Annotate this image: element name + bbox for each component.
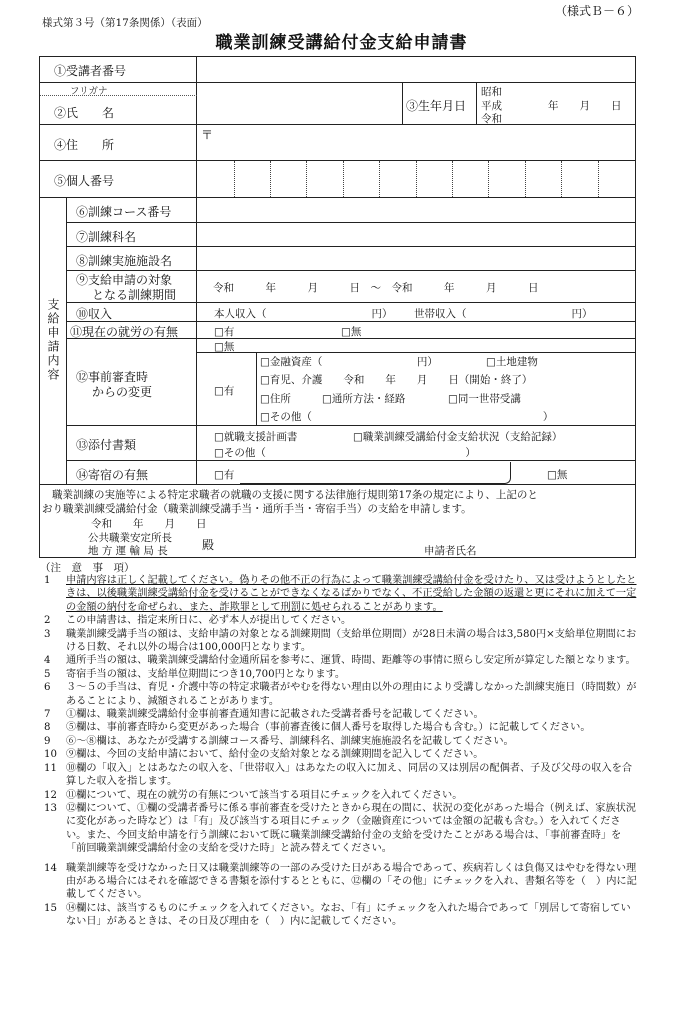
- employment-yes-checkbox[interactable]: □有: [214, 326, 235, 338]
- digit-divider: [270, 161, 271, 197]
- dormitory-detail-input[interactable]: [240, 462, 511, 484]
- course-number-input[interactable]: [196, 197, 636, 223]
- note-number: 11: [44, 762, 57, 774]
- note-text: ⑥～⑧欄は、あなたが受講する訓練コース番号、訓練科名、訓練実施施設名を記載してください。: [66, 735, 514, 747]
- note-number: 10: [44, 749, 57, 761]
- note-number: 5: [44, 668, 51, 680]
- note-text: ①欄は、職業訓練受講給付金事前審査通知書に記載された受講者番号を記載してください。: [66, 709, 484, 721]
- declaration-date[interactable]: 令和 年 月 日: [91, 518, 207, 530]
- label-income: ⑩収入: [76, 307, 113, 321]
- addressee-line2: 地 方 運 輸 局 長: [88, 545, 168, 557]
- digit-divider: [379, 161, 380, 197]
- dormitory-yes-checkbox[interactable]: □有: [214, 469, 235, 481]
- note-number: 7: [44, 709, 51, 721]
- dormitory-no-checkbox[interactable]: □無: [547, 469, 568, 481]
- label-period-a: ⑨支給申請の対象: [76, 273, 173, 287]
- note-item: [40, 681, 640, 708]
- student-number-input[interactable]: [198, 57, 635, 82]
- label-birthdate: ③生年月日: [406, 99, 467, 113]
- addressee-dono: 殿: [202, 538, 215, 552]
- digit-divider: [234, 161, 235, 197]
- changes-yes-checkbox[interactable]: □有: [214, 385, 235, 397]
- note-item: [40, 708, 640, 721]
- note-item: [40, 721, 640, 734]
- note-item: [40, 735, 640, 748]
- label-student-number: ①受講者番号: [54, 64, 127, 78]
- note-item: [40, 628, 640, 655]
- digit-divider: [452, 161, 453, 197]
- note-text: ⑫欄について、①欄の受講者番号に係る事前審査を受けたときから現在の間に、状況の変化があった場合（例えば、家族状況に変化があった時など）は「有」及び該当する項目にチェック（金融資産については金額の記載も含む。）を入れてください。また、今回支給申請を行う訓練において既に職業訓練受講給付金の支給を受けたことがある場合は、「事前審査時」を「前回職業訓練受講給付金の支給を受けた時」と読み替えてください。: [66, 802, 636, 855]
- label-personal-number: ⑤個人番号: [54, 174, 115, 188]
- note-item: [40, 614, 640, 627]
- attach-record-checkbox[interactable]: □職業訓練受講給付金支給状況（支給記録）: [353, 431, 563, 443]
- applicant-name-label: 申請者氏名: [424, 545, 477, 557]
- form-number: 様式第３号（第17条関係）（表面）: [42, 17, 208, 29]
- change-address-checkbox[interactable]: □住所: [260, 393, 291, 405]
- digit-divider: [561, 161, 562, 197]
- change-household-checkbox[interactable]: □同一世帯受講: [448, 393, 521, 405]
- changes-none-checkbox[interactable]: □無: [214, 341, 235, 353]
- note-text: この申請書は、指定来所日に、必ず本人が提出してください。: [66, 615, 352, 627]
- addressee-line1: 公共職業安定所長: [88, 532, 172, 544]
- changes-none-cell: [196, 338, 636, 353]
- note-number: 9: [44, 735, 51, 747]
- label-name: ②氏 名: [54, 106, 115, 120]
- label-changes-a: ⑫事前審査時: [76, 370, 149, 384]
- note-item: [40, 762, 640, 789]
- side-label: 支給申請内容: [46, 298, 60, 382]
- note-item: [40, 902, 640, 929]
- change-childcare-checkbox[interactable]: □育児、介護 令和 年 月 日（開始・終了）: [260, 374, 533, 386]
- declaration-line1: 職業訓練の実施等による特定求職者の就職の支援に関する法律施行規則第17条の規定により、上記のと: [52, 489, 538, 501]
- employment-no-checkbox[interactable]: □無: [341, 326, 362, 338]
- note-number: 2: [44, 615, 51, 627]
- note-text: 職業訓練受講手当の額は、支給申請の対象となる訓練期間（支給単位期間）が28日未満の場合は3,580円×支給単位期間における日数、それ以外の場合は100,000円となります。: [66, 628, 637, 654]
- change-property-checkbox[interactable]: □土地建物: [486, 356, 538, 368]
- attach-plan-checkbox[interactable]: □就職支援計画書: [214, 431, 298, 443]
- note-text: 申請内容は正しく記載してください。偽りその他不正の行為によって職業訓練受講給付金を受けたり、又は受けようとしたときは、以後職業訓練受講給付金を受けることができなくなるばかりでなく、不正受給した金額の返還と更にそれに加えて一定の金額の納付を命ぜられ、また、詐欺罪として刑罰に処せられることがあります。: [66, 575, 637, 613]
- course-name-input[interactable]: [196, 222, 636, 247]
- note-text: ３～５の手当は、育児・介護中等の特定求職者がやむを得ない理由以外の理由により受講しなかった訓練実施日（時間数）があることにより、減額されることがあります。: [66, 682, 637, 707]
- note-number: 1: [44, 575, 51, 586]
- note-text: ⑤欄は、事前審査時から変更があった場合（事前審査後に個人番号を取得した場合も含む。）に記載してください。: [66, 722, 591, 734]
- household-income-input[interactable]: 世帯収入（ 円）: [414, 308, 593, 320]
- era-reiwa[interactable]: 令和: [481, 113, 502, 125]
- change-financial-checkbox[interactable]: □金融資産（ 円）: [260, 356, 438, 368]
- note-number: 13: [44, 802, 57, 814]
- note-item: [40, 574, 640, 614]
- birthdate-ymd[interactable]: 年 月 日: [548, 100, 622, 112]
- employment-cell: [196, 321, 636, 339]
- change-other-checkbox[interactable]: □その他（ ）: [260, 411, 554, 423]
- note-text: ⑭欄には、該当するものにチェックを入れてください。なお、「有」にチェックを入れた場合であって「別居して寄宿していない日」があるときは、その日及び理由を（ ）内に記載してください。: [66, 902, 631, 928]
- label-address: ④住 所: [54, 138, 115, 152]
- digit-divider: [598, 161, 599, 197]
- name-input[interactable]: [198, 83, 402, 124]
- note-text: 寄宿手当の額は、支給単位期間につき10,700円となります。: [66, 668, 346, 680]
- note-text: 職業訓練等を受けなかった日又は職業訓練等の一部のみ受けた日がある場合であって、疾病若しくは負傷又はやむを得ない理由がある場合にはそれを確認できる書類を添付するとともに、⑫欄の「その他」にチェックを入れ、書類名等を（ ）内に記載してください。: [66, 862, 637, 901]
- label-period-b: となる訓練期間: [92, 288, 177, 302]
- label-furigana: フリガナ: [70, 86, 108, 97]
- change-commute-checkbox[interactable]: □通所方法・経路: [322, 393, 406, 405]
- notes-list: [40, 574, 640, 929]
- note-text: ⑩欄の「収入」とはあなたの収入を、「世帯収入」はあなたの収入に加え、同居の又は別居の配偶者、子及び父母の収入を合算した収入を指します。: [66, 762, 633, 788]
- label-course-name: ⑦訓練科名: [76, 230, 137, 244]
- postal-mark: 〒: [201, 128, 214, 142]
- form-title: 職業訓練受講給付金支給申請書: [215, 33, 468, 53]
- facility-input[interactable]: [196, 246, 636, 271]
- note-item: [40, 748, 640, 761]
- note-text: ⑪欄について、現在の就労の有無について該当する項目にチェックを入れてください。: [66, 789, 463, 801]
- digit-divider: [416, 161, 417, 197]
- digit-divider: [343, 161, 344, 197]
- label-facility: ⑧訓練実施施設名: [76, 254, 173, 268]
- note-number: 3: [44, 628, 51, 640]
- notes-heading: （注 意 事 項）: [40, 562, 135, 574]
- attach-other-checkbox[interactable]: □その他（ ）: [214, 447, 476, 459]
- self-income-input[interactable]: 本人収入（ 円）: [214, 308, 393, 320]
- note-number: 14: [44, 862, 57, 874]
- address-input[interactable]: [214, 125, 634, 160]
- digit-divider: [525, 161, 526, 197]
- label-attachments: ⑬添付書類: [76, 438, 137, 452]
- furigana-divider: [40, 95, 197, 96]
- label-course-number: ⑥訓練コース番号: [76, 205, 172, 219]
- note-number: 6: [44, 682, 51, 694]
- note-item: [40, 654, 640, 667]
- period-text[interactable]: 令和 年 月 日 〜 令和 年 月 日: [213, 282, 539, 294]
- note-number: 12: [44, 789, 57, 801]
- personal-number-boxes[interactable]: [198, 161, 635, 197]
- form-id: （様式Ｂ－６）: [554, 4, 639, 18]
- note-text: 通所手当の額は、職業訓練受講給付金通所届を参考に、運賃、時間、距離等の事情に照らし安定所が算定した額となります。: [66, 655, 636, 667]
- era-heisei[interactable]: 平成: [481, 100, 502, 112]
- digit-divider: [306, 161, 307, 197]
- note-number: 4: [44, 655, 51, 667]
- declaration-line2: おり職業訓練受講給付金（職業訓練受講手当・通所手当・寄宿手当）の支給を申請します。: [42, 503, 472, 515]
- note-number: 15: [44, 902, 57, 914]
- note-item: [40, 862, 640, 902]
- digit-divider: [488, 161, 489, 197]
- note-number: 8: [44, 722, 51, 734]
- era-showa[interactable]: 昭和: [481, 86, 502, 98]
- note-item: [40, 668, 640, 681]
- label-dormitory: ⑭寄宿の有無: [76, 468, 149, 482]
- note-text: ⑨欄は、今回の支給申請において、給付金の支給対象となる訓練期間を記入してください。: [66, 749, 484, 761]
- label-employment: ⑪現在の就労の有無: [70, 325, 179, 339]
- note-item: [40, 802, 640, 856]
- note-item: [40, 789, 640, 802]
- applicant-name-input[interactable]: [486, 530, 631, 556]
- label-changes-b: からの変更: [92, 385, 153, 399]
